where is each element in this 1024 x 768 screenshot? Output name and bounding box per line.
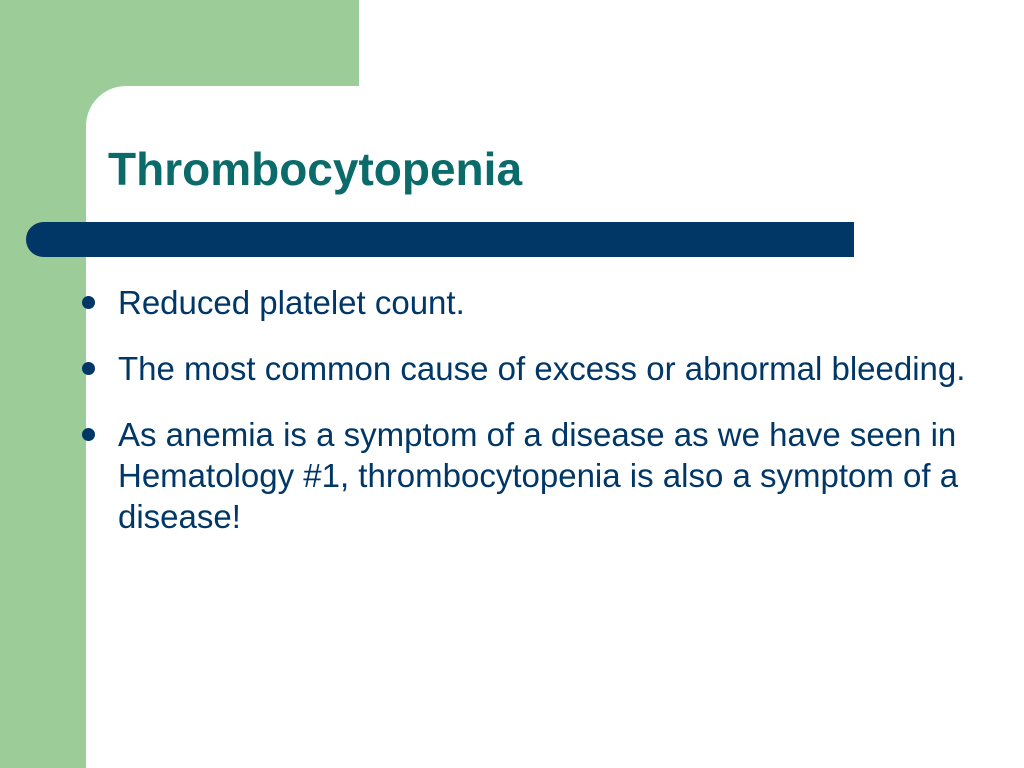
bullet-text: Reduced platelet count.	[118, 284, 465, 321]
slide-title: Thrombocytopenia	[108, 143, 523, 195]
bullet-icon	[82, 362, 95, 375]
bullet-list	[78, 282, 998, 562]
bullet-item	[78, 348, 998, 389]
title-underline-bar	[26, 222, 854, 257]
bullet-text: As anemia is a symptom of a disease as we have seen in Hematology #1, thrombocytopenia is also a symptom of a disease!	[118, 416, 959, 535]
bullet-item	[78, 414, 998, 537]
bullet-icon	[82, 428, 95, 441]
bullet-item	[78, 282, 998, 323]
bullet-icon	[82, 296, 95, 309]
bullet-text: The most common cause of excess or abnormal bleeding.	[118, 350, 966, 387]
